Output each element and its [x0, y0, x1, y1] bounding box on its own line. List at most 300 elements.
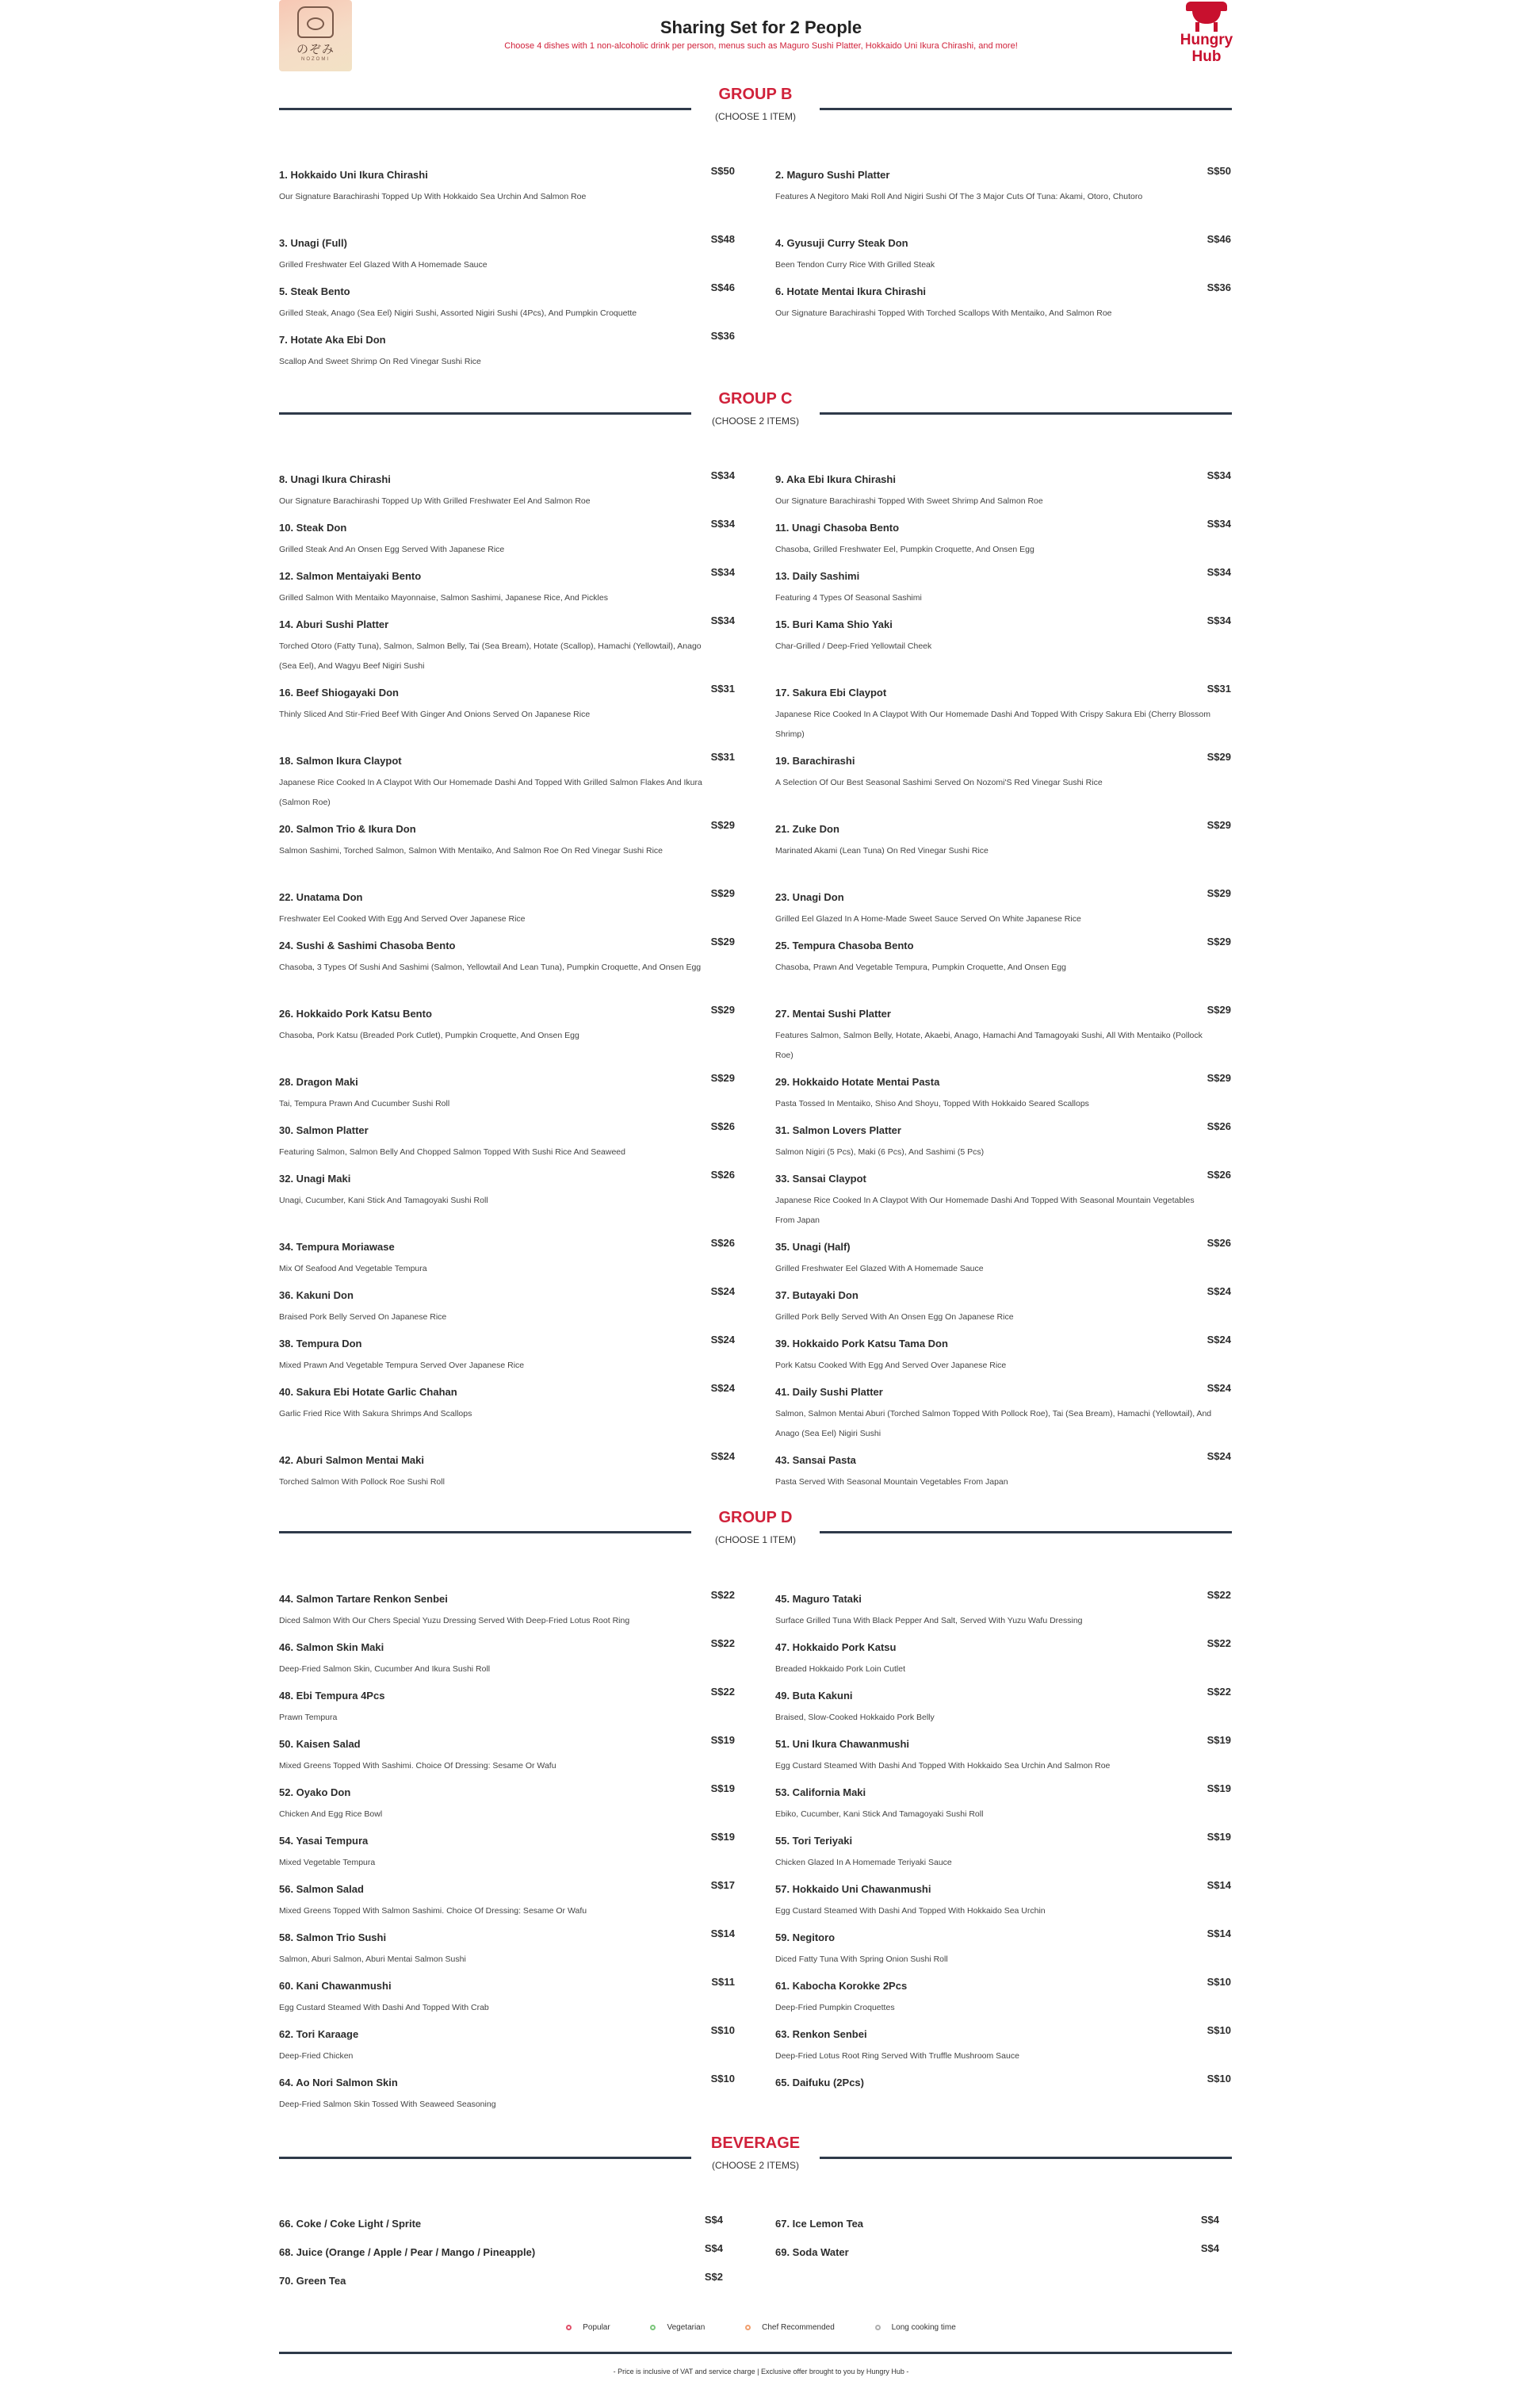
restaurant-logo-name: のぞみ [296, 42, 335, 56]
menu-item-price: S$24 [1207, 1382, 1231, 1394]
menu-item [279, 233, 735, 275]
menu-item-description: Chasoba, Pork Katsu (Breaded Pork Cutlet), Pumpkin Croquette, And Onsen Egg [279, 1031, 579, 1040]
menu-item-price: S$46 [1207, 233, 1231, 245]
menu-item [279, 2024, 735, 2066]
menu-item-price: S$26 [710, 1237, 735, 1249]
group-d-subtitle: (CHOOSE 1 ITEM) [714, 1534, 796, 1545]
menu-item-description: Mix Of Seafood And Vegetable Tempura [279, 1264, 427, 1273]
menu-item-price: S$34 [1207, 469, 1231, 481]
menu-item-name: 45. Maguro Tataki [775, 1593, 862, 1605]
menu-item-price: S$26 [710, 1169, 735, 1181]
menu-item-name: 5. Steak Bento [279, 285, 350, 297]
menu-item-name: 10. Steak Don [279, 522, 347, 534]
menu-item-description: Grilled Steak, Anago (Sea Eel) Nigiri Sushi, Assorted Nigiri Sushi (4Pcs), And Pumpkin Croquette [279, 308, 637, 318]
legend-long-cooking [875, 2323, 956, 2332]
menu-item-description: Scallop And Sweet Shrimp On Red Vinegar Sushi Rice [279, 357, 481, 366]
menu-item [775, 1831, 1231, 1873]
legend-vegetarian-label: Vegetarian [667, 2323, 706, 2332]
vegetarian-dot-icon [650, 2325, 656, 2330]
menu-item-description: Mixed Prawn And Vegetable Tempura Served Over Japanese Rice [279, 1361, 525, 1370]
menu-item-name: 60. Kani Chawanmushi [279, 1980, 392, 1992]
menu-item-description: Featuring Salmon, Salmon Belly And Chopped Salmon Topped With Sushi Rice And Seaweed [279, 1147, 625, 1157]
menu-item-description: Thinly Sliced And Stir-Fried Beef With Ginger And Onions Served On Japanese Rice [279, 710, 591, 719]
menu-item-price: S$24 [1207, 1285, 1231, 1297]
menu-item-name: 26. Hokkaido Pork Katsu Bento [279, 1008, 432, 1020]
legend-popular-label: Popular [583, 2323, 610, 2332]
footer-divider [279, 2352, 1232, 2354]
menu-item [279, 1382, 735, 1424]
menu-item-name: 1. Hokkaido Uni Ikura Chirashi [279, 169, 428, 181]
menu-item [775, 1450, 1231, 1492]
menu-item [279, 518, 735, 560]
menu-item [775, 1589, 1231, 1631]
menu-item-name: 13. Daily Sashimi [775, 570, 860, 582]
menu-item-price: S$22 [710, 1686, 735, 1698]
menu-item-name: 36. Kakuni Don [279, 1289, 354, 1301]
menu-item [775, 469, 1231, 511]
menu-item [279, 1976, 735, 2018]
menu-item [279, 1928, 735, 1970]
menu-item-description: Diced Fatty Tuna With Spring Onion Sushi Roll [775, 1954, 948, 1964]
menu-item [279, 1285, 735, 1327]
menu-item-name: 58. Salmon Trio Sushi [279, 1931, 387, 1943]
legend-chef-label: Chef Recommended [762, 2323, 835, 2332]
menu-item [279, 1589, 735, 1631]
beverage-title: BEVERAGE [710, 2134, 801, 2152]
menu-item-description: Garlic Fried Rice With Sakura Shrimps And Scallops [279, 1409, 472, 1418]
menu-item-price: S$29 [710, 936, 735, 948]
menu-item-description: Salmon Nigiri (5 Pcs), Maki (6 Pcs), And Sashimi (5 Pcs) [775, 1147, 985, 1157]
menu-item-name: 61. Kabocha Korokke 2Pcs [775, 1980, 908, 1992]
menu-item-price: S$19 [710, 1734, 735, 1746]
menu-item-description: Freshwater Eel Cooked With Egg And Served Over Japanese Rice [279, 914, 526, 924]
restaurant-logo-sub: NOZOMI [301, 57, 330, 62]
menu-item-price: S$29 [710, 1004, 735, 1016]
menu-item [279, 165, 735, 207]
menu-item-price: S$10 [710, 2024, 735, 2036]
menu-item [279, 936, 735, 978]
menu-item-price: S$34 [710, 566, 735, 578]
menu-item-price: S$34 [710, 518, 735, 530]
menu-item [279, 1120, 735, 1162]
menu-item-price: S$29 [1207, 751, 1231, 763]
menu-item-price: S$22 [710, 1637, 735, 1649]
menu-item-name: 16. Beef Shiogayaki Don [279, 687, 399, 699]
menu-item-description: Char-Grilled / Deep-Fried Yellowtail Cheek [775, 641, 932, 651]
menu-item-description: Pasta Tossed In Mentaiko, Shiso And Shoyu, Topped With Hokkaido Seared Scallops [775, 1099, 1089, 1108]
menu-item-price: S$10 [1207, 2024, 1231, 2036]
menu-item-name: 24. Sushi & Sashimi Chasoba Bento [279, 940, 456, 951]
menu-item-price: S$22 [1207, 1686, 1231, 1698]
menu-item-description: Egg Custard Steamed With Dashi And Topped With Hokkaido Sea Urchin [775, 1906, 1046, 1916]
menu-item-price: S$26 [1207, 1169, 1231, 1181]
menu-item [775, 1169, 1231, 1231]
menu-item-price: S$36 [1207, 281, 1231, 293]
menu-item-price: S$29 [1207, 936, 1231, 948]
menu-item-name: 65. Daifuku (2Pcs) [775, 2077, 864, 2088]
menu-item [279, 1734, 735, 1776]
menu-item-price: S$29 [710, 819, 735, 831]
menu-item-name: 15. Buri Kama Shio Yaki [775, 618, 893, 630]
menu-item-price: S$34 [1207, 614, 1231, 626]
menu-item-name: 38. Tempura Don [279, 1338, 362, 1349]
menu-item-name: 11. Unagi Chasoba Bento [775, 522, 900, 534]
group-d-heading [279, 1509, 1232, 1556]
menu-item-description: Egg Custard Steamed With Dashi And Topped With Hokkaido Sea Urchin And Salmon Roe [775, 1761, 1111, 1771]
menu-item [279, 2073, 735, 2115]
page-title: Sharing Set for 2 People [660, 17, 862, 37]
menu-item [279, 1637, 735, 1679]
menu-item-description: Chasoba, Grilled Freshwater Eel, Pumpkin Croquette, And Onsen Egg [775, 545, 1034, 554]
legend-popular [566, 2323, 610, 2332]
menu-item [775, 1928, 1231, 1970]
menu-item-price: S$4 [1200, 2242, 1219, 2254]
menu-item-price: S$19 [1207, 1831, 1231, 1843]
menu-item-description: Salmon Sashimi, Torched Salmon, Salmon With Mentaiko, And Salmon Roe On Red Vinegar Sushi Rice [279, 846, 663, 856]
legend [0, 2323, 1522, 2332]
menu-item-price: S$26 [1207, 1237, 1231, 1249]
menu-item [775, 1072, 1231, 1114]
menu-item-description: Featuring 4 Types Of Seasonal Sashimi [775, 593, 922, 603]
menu-item-name: 55. Tori Teriyaki [775, 1835, 853, 1847]
menu-item-price: S$24 [1207, 1450, 1231, 1462]
menu-item-description: Been Tendon Curry Rice With Grilled Steak [775, 260, 935, 270]
menu-item-description: Grilled Freshwater Eel Glazed With A Homemade Sauce [279, 260, 488, 270]
menu-item [775, 281, 1231, 323]
group-b-title: GROUP B [718, 86, 793, 103]
menu-item-price: S$14 [710, 1928, 735, 1939]
menu-item-name: 20. Salmon Trio & Ikura Don [279, 823, 416, 835]
menu-item-name: 64. Ao Nori Salmon Skin [279, 2077, 398, 2088]
menu-item [279, 819, 735, 861]
hungry-hub-icon [1186, 2, 1227, 32]
menu-item [775, 751, 1231, 793]
menu-item-description: Egg Custard Steamed With Dashi And Topped With Crab [279, 2003, 489, 2012]
menu-item [775, 1120, 1231, 1162]
menu-item-price: S$19 [1207, 1782, 1231, 1794]
group-c-subtitle: (CHOOSE 2 ITEMS) [711, 415, 799, 427]
menu-item-name: 70. Green Tea [279, 2275, 346, 2287]
beverage-subtitle: (CHOOSE 2 ITEMS) [711, 2160, 799, 2171]
menu-item-price: S$29 [1207, 887, 1231, 899]
menu-item-description: Mixed Greens Topped With Salmon Sashimi. Choice Of Dressing: Sesame Or Wafu [279, 1906, 587, 1916]
menu-item-name: 19. Barachirashi [775, 755, 855, 767]
menu-item-name: 67. Ice Lemon Tea [775, 2218, 864, 2230]
menu-item-name: 28. Dragon Maki [279, 1076, 358, 1088]
menu-item [775, 2073, 1231, 2090]
menu-item-name: 17. Sakura Ebi Claypot [775, 687, 887, 699]
menu-item [279, 1450, 735, 1492]
menu-item-name: 32. Unagi Maki [279, 1173, 351, 1185]
legend-chef-recommended [745, 2323, 835, 2332]
menu-item-price: S$31 [710, 751, 735, 763]
menu-item [279, 751, 735, 813]
menu-item-name: 57. Hokkaido Uni Chawanmushi [775, 1883, 931, 1895]
menu-item-price: S$17 [710, 1879, 735, 1891]
menu-item-description: Our Signature Barachirashi Topped Up With Grilled Freshwater Eel And Salmon Roe [279, 496, 591, 506]
menu-item-name: 29. Hokkaido Hotate Mentai Pasta [775, 1076, 940, 1088]
menu-item-description: Ebiko, Cucumber, Kani Stick And Tamagoyaki Sushi Roll [775, 1809, 984, 1819]
menu-item-price: S$11 [711, 1976, 735, 1988]
menu-item-description: Marinated Akami (Lean Tuna) On Red Vinegar Sushi Rice [775, 846, 989, 856]
menu-item-name: 6. Hotate Mentai Ikura Chirashi [775, 285, 926, 297]
menu-item-name: 7. Hotate Aka Ebi Don [279, 334, 386, 346]
menu-item-description: Chicken Glazed In A Homemade Teriyaki Sauce [775, 1858, 952, 1867]
menu-item-price: S$19 [710, 1782, 735, 1794]
menu-item [775, 1879, 1231, 1921]
menu-item-description: Mixed Greens Topped With Sashimi. Choice Of Dressing: Sesame Or Wafu [279, 1761, 556, 1771]
menu-item-price: S$22 [1207, 1637, 1231, 1649]
page-subtitle: Choose 4 dishes with 1 non-alcoholic drink per person, menus such as Maguro Sushi Platter, Hokkaido Uni Ikura Chirashi, and more! [504, 41, 1018, 51]
menu-item-name: 48. Ebi Tempura 4Pcs [279, 1690, 385, 1702]
menu-item [279, 1237, 735, 1279]
menu-item-price: S$26 [1207, 1120, 1231, 1132]
menu-item-price: S$36 [710, 330, 735, 342]
menu-item-price: S$34 [710, 469, 735, 481]
menu-item-price: S$26 [710, 1120, 735, 1132]
menu-item-name: 9. Aka Ebi Ikura Chirashi [775, 473, 896, 485]
menu-item [775, 936, 1231, 978]
menu-item-price: S$29 [1207, 1072, 1231, 1084]
group-b-subtitle: (CHOOSE 1 ITEM) [714, 111, 796, 122]
menu-item [775, 1976, 1231, 2018]
hungry-hub-logo-line2: Hub [1191, 48, 1222, 65]
menu-item [279, 614, 735, 676]
menu-item-price: S$22 [710, 1589, 735, 1601]
menu-item-price: S$4 [1200, 2214, 1219, 2226]
menu-item-name: 12. Salmon Mentaiyaki Bento [279, 570, 422, 582]
menu-item-description: Torched Salmon With Pollock Roe Sushi Roll [279, 1477, 445, 1487]
menu-item-description: Prawn Tempura [279, 1713, 338, 1722]
menu-item [775, 1686, 1231, 1728]
menu-item-description: Features A Negitoro Maki Roll And Nigiri Sushi Of The 3 Major Cuts Of Tuna: Akami, Otoro, Chutoro [775, 192, 1143, 201]
menu-item-name: 51. Uni Ikura Chawanmushi [775, 1738, 910, 1750]
menu-item-name: 43. Sansai Pasta [775, 1454, 856, 1466]
menu-item [775, 887, 1231, 929]
menu-item-description: Deep-Fried Salmon Skin, Cucumber And Ikura Sushi Roll [279, 1664, 491, 1674]
menu-item-price: S$29 [1207, 819, 1231, 831]
menu-item-description: Our Signature Barachirashi Topped Up With Hokkaido Sea Urchin And Salmon Roe [279, 192, 587, 201]
menu-item [775, 566, 1231, 608]
menu-item-name: 62. Tori Karaage [279, 2028, 359, 2040]
menu-item-name: 18. Salmon Ikura Claypot [279, 755, 402, 767]
menu-item [775, 2024, 1231, 2066]
menu-item-name: 68. Juice (Orange / Apple / Pear / Mango / Pineapple) [279, 2246, 536, 2258]
long-cooking-dot-icon [875, 2325, 881, 2330]
menu-item-name: 31. Salmon Lovers Platter [775, 1124, 901, 1136]
menu-item-name: 4. Gyusuji Curry Steak Don [775, 237, 908, 249]
menu-item-description: Our Signature Barachirashi Topped With Torched Scallops With Mentaiko, And Salmon Roe [775, 308, 1112, 318]
menu-item [279, 1831, 735, 1873]
menu-item-description: Japanese Rice Cooked In A Claypot With Our Homemade Dashi And Topped With Crispy Sakura Ebi (Cherry Blossom Shrimp) [775, 710, 1210, 739]
menu-item-name: 40. Sakura Ebi Hotate Garlic Chahan [279, 1386, 457, 1398]
menu-item-price: S$24 [710, 1382, 735, 1394]
menu-item [279, 2271, 723, 2288]
menu-item [279, 1879, 735, 1921]
menu-item-name: 52. Oyako Don [279, 1786, 351, 1798]
menu-item-price: S$31 [710, 683, 735, 695]
menu-item-name: 41. Daily Sushi Platter [775, 1386, 883, 1398]
group-b-heading [279, 86, 1232, 133]
menu-item-name: 34. Tempura Moriawase [279, 1241, 395, 1253]
menu-item [775, 1237, 1231, 1279]
hungry-hub-logo-line1: Hungry [1180, 32, 1233, 48]
menu-item [775, 683, 1231, 745]
menu-item-description: Braised Pork Belly Served On Japanese Rice [279, 1312, 447, 1322]
menu-item-price: S$31 [1207, 683, 1231, 695]
menu-item-price: S$50 [1207, 165, 1231, 177]
menu-item [279, 887, 735, 929]
menu-item [279, 281, 735, 323]
menu-item [775, 233, 1231, 275]
beverage-heading [279, 2134, 1232, 2182]
menu-item [279, 1004, 735, 1046]
menu-item-price: S$24 [710, 1450, 735, 1462]
menu-item-description: Unagi, Cucumber, Kani Stick And Tamagoyaki Sushi Roll [279, 1196, 488, 1205]
menu-item-name: 14. Aburi Sushi Platter [279, 618, 389, 630]
menu-item [775, 518, 1231, 560]
menu-item-name: 3. Unagi (Full) [279, 237, 347, 249]
menu-item-price: S$34 [1207, 518, 1231, 530]
menu-item-name: 54. Yasai Tempura [279, 1835, 369, 1847]
menu-item-name: 39. Hokkaido Pork Katsu Tama Don [775, 1338, 948, 1349]
menu-item [279, 1686, 735, 1728]
menu-item-description: Surface Grilled Tuna With Black Pepper And Salt, Served With Yuzu Wafu Dressing [775, 1616, 1083, 1625]
menu-item-name: 56. Salmon Salad [279, 1883, 364, 1895]
menu-item-price: S$29 [710, 1072, 735, 1084]
group-c-heading [279, 390, 1232, 438]
menu-item-name: 23. Unagi Don [775, 891, 844, 903]
group-d-title: GROUP D [718, 1509, 793, 1526]
menu-item [279, 2242, 723, 2260]
menu-item-name: 49. Buta Kakuni [775, 1690, 853, 1702]
menu-item-name: 2. Maguro Sushi Platter [775, 169, 890, 181]
menu-item-description: Torched Otoro (Fatty Tuna), Salmon, Salmon Belly, Tai (Sea Bream), Hotate (Scallop), Hamachi (Yellowtail), Anago (Sea Eel), And Wagyu Beef Nigiri Sushi [279, 641, 702, 671]
menu-item [775, 1334, 1231, 1376]
menu-item-name: 47. Hokkaido Pork Katsu [775, 1641, 897, 1653]
menu-item-description: Diced Salmon With Our Chers Special Yuzu Dressing Served With Deep-Fried Lotus Root Ring [279, 1616, 630, 1625]
menu-item [775, 2242, 1219, 2260]
menu-item-description: Our Signature Barachirashi Topped With Sweet Shrimp And Salmon Roe [775, 496, 1043, 506]
menu-item-price: S$14 [1207, 1879, 1231, 1891]
menu-item [775, 2214, 1219, 2231]
menu-item-description: Grilled Freshwater Eel Glazed With A Homemade Sauce [775, 1264, 984, 1273]
menu-item [279, 1334, 735, 1376]
menu-item-price: S$34 [710, 614, 735, 626]
menu-item-price: S$10 [1207, 2073, 1231, 2085]
popular-dot-icon [566, 2325, 572, 2330]
menu-item-name: 44. Salmon Tartare Renkon Senbei [279, 1593, 448, 1605]
menu-item-name: 22. Unatama Don [279, 891, 363, 903]
menu-item [279, 469, 735, 511]
menu-item-name: 35. Unagi (Half) [775, 1241, 851, 1253]
menu-item-description: Deep-Fried Salmon Skin Tossed With Seaweed Seasoning [279, 2100, 496, 2109]
menu-item [279, 1169, 735, 1211]
menu-item-price: S$50 [710, 165, 735, 177]
menu-item-name: 25. Tempura Chasoba Bento [775, 940, 914, 951]
menu-item-description: Chasoba, Prawn And Vegetable Tempura, Pumpkin Croquette, And Onsen Egg [775, 963, 1066, 972]
menu-item [775, 1004, 1231, 1066]
menu-item-name: 30. Salmon Platter [279, 1124, 369, 1136]
menu-item-description: Salmon, Aburi Salmon, Aburi Mentai Salmon Sushi [279, 1954, 466, 1964]
menu-item-name: 66. Coke / Coke Light / Sprite [279, 2218, 422, 2230]
menu-item-description: Grilled Steak And An Onsen Egg Served With Japanese Rice [279, 545, 505, 554]
menu-item-description: Japanese Rice Cooked In A Claypot With Our Homemade Dashi And Topped With Seasonal Mountain Vegetables From Japan [775, 1196, 1195, 1225]
menu-item-description: Features Salmon, Salmon Belly, Hotate, Akaebi, Anago, Hamachi And Tamagoyaki Sushi, All With Mentaiko (Pollock Roe) [775, 1031, 1203, 1060]
menu-item [775, 165, 1231, 207]
menu-item-name: 33. Sansai Claypot [775, 1173, 866, 1185]
menu-item-description: Braised, Slow-Cooked Hokkaido Pork Belly [775, 1713, 935, 1722]
menu-item-name: 21. Zuke Don [775, 823, 839, 835]
menu-item-description: Salmon, Salmon Mentai Aburi (Torched Salmon Topped With Pollock Roe), Tai (Sea Bream), Hamachi (Yellowtail), And Anago (Sea Eel) Nigiri Sushi [775, 1409, 1212, 1438]
menu-item-description: Pork Katsu Cooked With Egg And Served Over Japanese Rice [775, 1361, 1007, 1370]
menu-item-name: 8. Unagi Ikura Chirashi [279, 473, 391, 485]
menu-item [279, 2214, 723, 2231]
menu-item [775, 1637, 1231, 1679]
menu-item-price: S$10 [710, 2073, 735, 2085]
menu-item-price: S$2 [704, 2271, 723, 2283]
menu-item-name: 50. Kaisen Salad [279, 1738, 361, 1750]
menu-item [775, 614, 1231, 657]
menu-item-description: Pasta Served With Seasonal Mountain Vegetables From Japan [775, 1477, 1008, 1487]
menu-item-price: S$24 [1207, 1334, 1231, 1346]
menu-item-price: S$4 [704, 2214, 723, 2226]
menu-item-name: 53. California Maki [775, 1786, 866, 1798]
menu-item-price: S$14 [1207, 1928, 1231, 1939]
menu-item-price: S$29 [1207, 1004, 1231, 1016]
menu-item-price: S$24 [710, 1285, 735, 1297]
menu-item-description: Tai, Tempura Prawn And Cucumber Sushi Roll [279, 1099, 450, 1108]
menu-item-description: Breaded Hokkaido Pork Loin Cutlet [775, 1664, 906, 1674]
chef-recommended-dot-icon [745, 2325, 751, 2330]
menu-item-price: S$22 [1207, 1589, 1231, 1601]
menu-item-price: S$46 [710, 281, 735, 293]
menu-item [775, 1285, 1231, 1327]
menu-item-description: Chicken And Egg Rice Bowl [279, 1809, 383, 1819]
menu-item-name: 37. Butayaki Don [775, 1289, 859, 1301]
hungry-hub-logo [1175, 2, 1238, 71]
menu-item-price: S$19 [710, 1831, 735, 1843]
menu-item [279, 566, 735, 608]
legend-vegetarian [650, 2323, 705, 2332]
menu-item-price: S$4 [704, 2242, 723, 2254]
menu-item-name: 59. Negitoro [775, 1931, 836, 1943]
menu-item-description: Mixed Vegetable Tempura [279, 1858, 376, 1867]
menu-item-description: Grilled Eel Glazed In A Home-Made Sweet Sauce Served On White Japanese Rice [775, 914, 1081, 924]
menu-item-name: 46. Salmon Skin Maki [279, 1641, 384, 1653]
legend-long-cooking-label: Long cooking time [891, 2323, 956, 2332]
menu-item-description: Deep-Fried Pumpkin Croquettes [775, 2003, 895, 2012]
menu-item [775, 1734, 1231, 1776]
menu-item [279, 1072, 735, 1114]
menu-item-name: 63. Renkon Senbei [775, 2028, 867, 2040]
menu-item [775, 819, 1231, 861]
menu-item-name: 27. Mentai Sushi Platter [775, 1008, 891, 1020]
menu-item-price: S$29 [710, 887, 735, 899]
menu-item-name: 69. Soda Water [775, 2246, 849, 2258]
menu-item-description: Chasoba, 3 Types Of Sushi And Sashimi (Salmon, Yellowtail And Lean Tuna), Pumpkin Croquette, And Onsen Egg [279, 963, 702, 972]
menu-item-description: A Selection Of Our Best Seasonal Sashimi Served On Nozomi'S Red Vinegar Sushi Rice [775, 778, 1103, 787]
menu-item-price: S$34 [1207, 566, 1231, 578]
menu-item-price: S$19 [1207, 1734, 1231, 1746]
footer-note: - Price is inclusive of VAT and service charge | Exclusive offer brought to you by Hungry Hub - [613, 2368, 909, 2375]
menu-item-description: Deep-Fried Chicken [279, 2051, 354, 2061]
menu-item [775, 1382, 1231, 1444]
menu-item-description: Japanese Rice Cooked In A Claypot With Our Homemade Dashi And Topped With Grilled Salmon Flakes And Ikura (Salmon Roe) [279, 778, 702, 807]
menu-item-price: S$48 [710, 233, 735, 245]
menu-item-name: 42. Aburi Salmon Mentai Maki [279, 1454, 425, 1466]
menu-item-price: S$24 [710, 1334, 735, 1346]
